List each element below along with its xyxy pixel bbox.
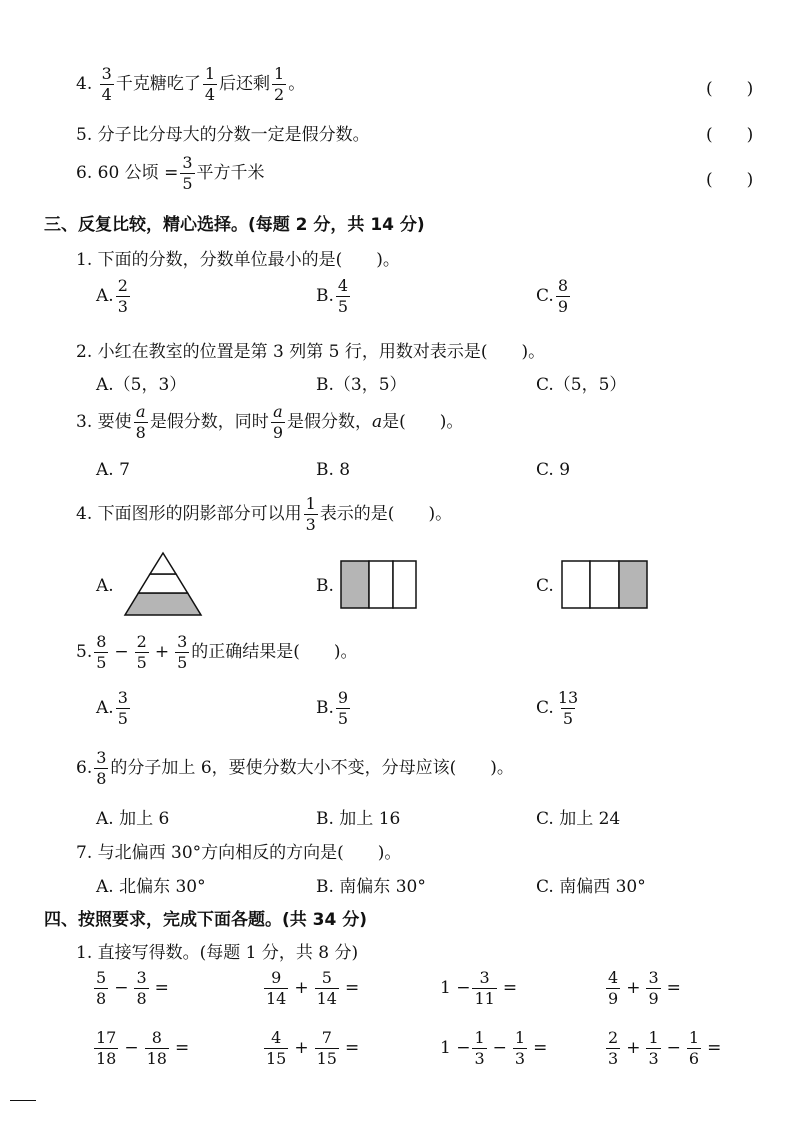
item-number: 4. <box>76 74 93 94</box>
page-footer-rule <box>10 1100 36 1101</box>
q6-stem: 6. $\frac{3}{8}$ 的分子加上 6，要使分数大小不变，分母应该( )。 <box>76 748 514 788</box>
q2-option-a[interactable]: A.（5，3） <box>96 375 187 395</box>
q5-option-b[interactable]: B. $\frac{9}{5}$ <box>316 688 349 728</box>
calc-r1c2: $\frac{9}{14}$ + $\frac{5}{14}$ = <box>266 968 360 1008</box>
q6-option-a[interactable]: A. 加上 6 <box>96 809 170 829</box>
q4-option-b-label[interactable]: B. <box>316 576 334 596</box>
calc-r2c3: 1 − $\frac{1}{3}$ − $\frac{1}{3}$ = <box>440 1028 548 1068</box>
q1-option-b[interactable]: B. $\frac{4}{5}$ <box>316 276 349 316</box>
q5-option-a[interactable]: A. $\frac{3}{5}$ <box>96 688 128 728</box>
calc-r2c2: $\frac{4}{15}$ + $\frac{7}{15}$ = <box>266 1028 360 1068</box>
q5-option-c[interactable]: C. $\frac{13}{5}$ <box>536 688 579 728</box>
calc-r1c3: 1 − $\frac{3}{11}$ = <box>440 968 518 1008</box>
section-3-title: 三、反复比较，精心选择。(每题 2 分，共 14 分) <box>44 215 425 235</box>
answer-blank[interactable]: ( ) <box>706 125 754 145</box>
q1-option-c[interactable]: C. $\frac{8}{9}$ <box>536 276 568 316</box>
q7-option-a[interactable]: A. 北偏东 30° <box>96 877 206 897</box>
q1-stem: 1. 下面的分数，分数单位最小的是( )。 <box>76 250 400 270</box>
q2-option-c[interactable]: C.（5，5） <box>536 375 627 395</box>
calc-r2c1: $\frac{17}{18}$ − $\frac{8}{18}$ = <box>96 1028 190 1068</box>
q1-option-a[interactable]: A. $\frac{2}{3}$ <box>96 276 128 316</box>
rectangle-figure-c[interactable] <box>561 560 649 610</box>
answer-blank[interactable]: ( ) <box>706 170 754 190</box>
q5-stem: 5. $\frac{8}{5}$ − $\frac{2}{5}$ + $\frac{3}{5}$ 的正确结果是( )。 <box>76 632 358 672</box>
q3-option-b[interactable]: B. 8 <box>316 460 351 480</box>
q4-stem: 4. 下面图形的阴影部分可以用 $\frac{1}{3}$ 表示的是( )。 <box>76 494 453 534</box>
q3-option-a[interactable]: A. 7 <box>96 460 130 480</box>
q7-option-b[interactable]: B. 南偏东 30° <box>316 877 426 897</box>
q4-option-c-label[interactable]: C. <box>536 576 554 596</box>
q6-option-b[interactable]: B. 加上 16 <box>316 809 401 829</box>
item-text: 后还剩 <box>219 74 271 94</box>
section-4-title: 四、按照要求，完成下面各题。(共 34 分) <box>44 910 368 930</box>
item-text: 。 <box>288 74 306 94</box>
q2-option-b[interactable]: B.（3，5） <box>316 375 407 395</box>
rectangle-figure-b[interactable] <box>340 560 418 610</box>
item-text: 60 公顷 = <box>97 163 179 183</box>
item-number: 5. <box>76 125 93 145</box>
calc-r1c1: $\frac{5}{8}$ − $\frac{3}{8}$ = <box>96 968 169 1008</box>
fraction: $\frac{3}{4}$ <box>101 64 112 104</box>
fraction: $\frac{3}{5}$ <box>182 153 193 193</box>
fraction: $\frac{1}{2}$ <box>274 64 285 104</box>
q7-stem: 7. 与北偏西 30°方向相反的方向是( )。 <box>76 843 402 863</box>
item-text: 平方千米 <box>196 163 265 183</box>
q4-option-a-label[interactable]: A. <box>96 576 114 596</box>
judge-item-4 <box>76 66 305 103</box>
q2-stem: 2. 小红在教室的位置是第 3 列第 5 行，用数对表示是( )。 <box>76 342 546 362</box>
item-text: 千克糖吃了 <box>115 74 201 94</box>
q3-stem: 3. 要使 $\frac{a}{8}$ 是假分数，同时 $\frac{a}{9}$ 是假分数，a是( )。 <box>76 402 464 442</box>
fraction: $\frac{1}{4}$ <box>204 64 216 104</box>
s4-q1-stem: 1. 直接写得数。(每题 1 分，共 8 分) <box>76 943 359 963</box>
judge-item-5 <box>76 120 370 145</box>
q6-option-c[interactable]: C. 加上 24 <box>536 809 621 829</box>
calc-r1c4: $\frac{4}{9}$ + $\frac{3}{9}$ = <box>608 968 681 1008</box>
q7-option-c[interactable]: C. 南偏西 30° <box>536 877 646 897</box>
judge-item-6 <box>76 155 265 192</box>
item-text: 分子比分母大的分数一定是假分数。 <box>97 125 370 145</box>
q3-option-c[interactable]: C. 9 <box>536 460 571 480</box>
triangle-figure[interactable] <box>121 551 205 617</box>
answer-blank[interactable]: ( ) <box>706 79 754 99</box>
calc-r2c4: $\frac{2}{3}$ + $\frac{1}{3}$ − $\frac{1}{6}$ = <box>608 1028 722 1068</box>
item-number: 6. <box>76 163 93 183</box>
